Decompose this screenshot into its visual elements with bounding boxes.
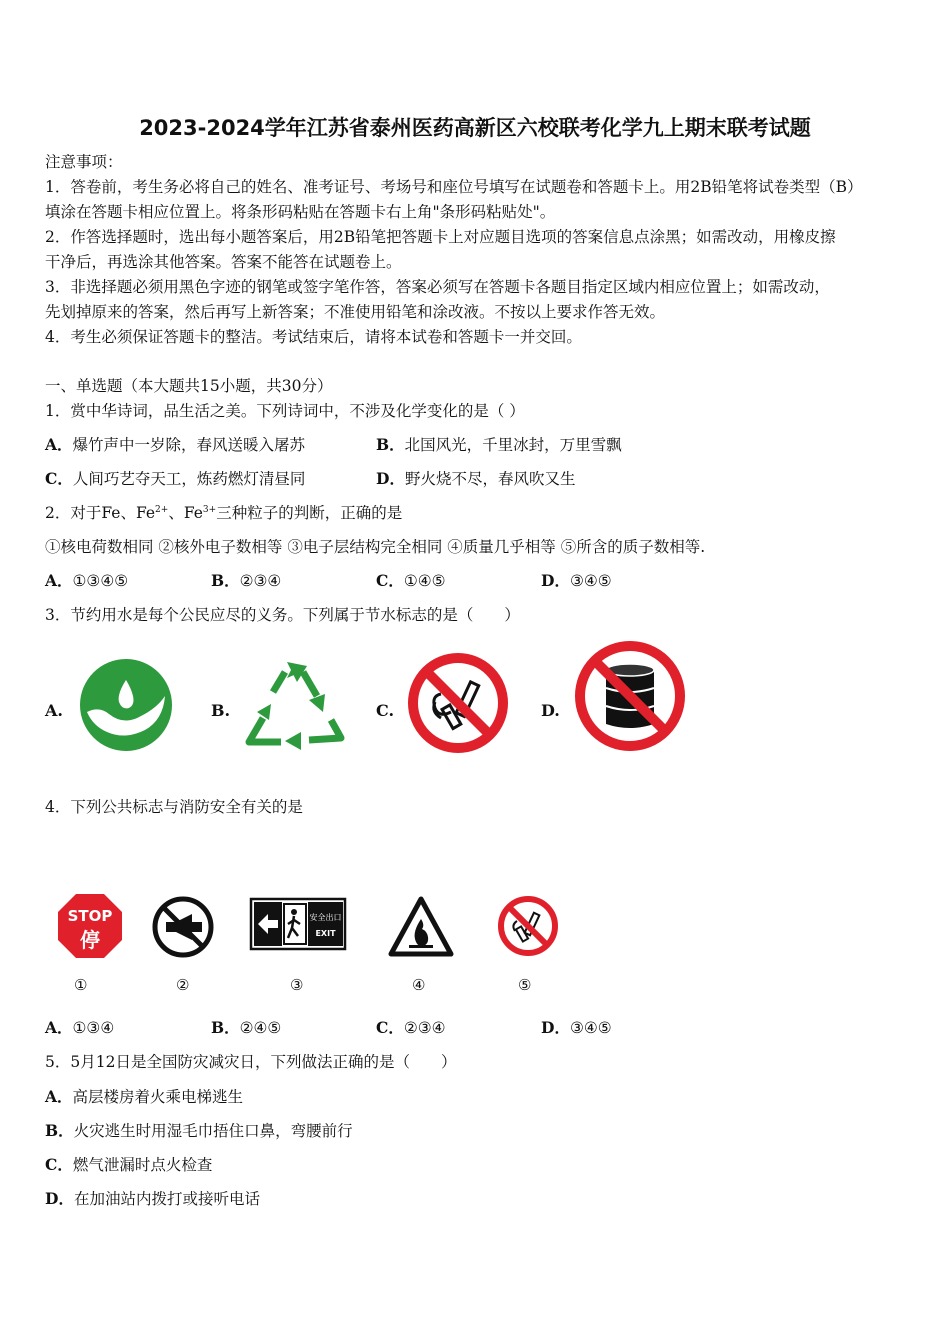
q3-option-b-label[interactable]: B. — [211, 701, 231, 720]
option-text: ②④⑤ — [239, 1019, 282, 1037]
q1-option-b[interactable] — [376, 435, 622, 455]
notice-line: 干净后，再选涂其他答案。答案不能答在试题卷上。 — [45, 253, 402, 271]
sign-number: ③ — [290, 976, 304, 994]
section-heading: 一、单选题（本大题共15小题，共30分） — [45, 377, 333, 395]
option-label: C． — [45, 469, 73, 488]
option-text: ①③④ — [72, 1019, 115, 1037]
question-5-stem: 5．5月12日是全国防灾减灾日，下列做法正确的是（ ） — [45, 1053, 457, 1071]
q2-option-b[interactable] — [211, 571, 281, 591]
option-text: 燃气泄漏时点火检查 — [72, 1156, 213, 1174]
q5-option-d[interactable] — [45, 1189, 260, 1209]
notice-line: 3．非选择题必须用黑色字迹的钢笔或签字笔作答，答案必须写在答题卡各题目指定区域内相应位置上；如需改动， — [45, 278, 830, 296]
stop-cn-text: 停 — [80, 928, 100, 952]
superscript: 2+ — [155, 505, 169, 515]
exit-en-text: EXIT — [315, 929, 336, 938]
superscript: 3+ — [202, 505, 217, 515]
page-title: 2023-2024学年江苏省泰州医药高新区六校联考化学九上期末联考试题 — [139, 116, 811, 140]
stop-sign-icon[interactable] — [57, 893, 123, 959]
q2-option-c[interactable] — [376, 571, 446, 591]
q2-option-a[interactable] — [45, 571, 128, 591]
option-label: A． — [45, 1018, 73, 1037]
q3-option-d-label[interactable]: D. — [541, 701, 560, 720]
option-text: 北国风光，千里冰封，万里雪飘 — [404, 436, 622, 454]
q1-option-d[interactable] — [376, 469, 575, 489]
option-text: ②③④ — [239, 572, 282, 590]
option-label: B． — [45, 1121, 74, 1140]
notice-heading: 注意事项： — [45, 153, 123, 171]
notice-line: 填涂在答题卡相应位置上。将条形码粘贴在答题卡右上角"条形码粘贴处"。 — [45, 203, 556, 221]
no-smoking-small-icon[interactable] — [497, 895, 559, 957]
option-text: ②③④ — [403, 1019, 446, 1037]
option-label: C． — [376, 1018, 404, 1037]
sign-number: ④ — [412, 976, 426, 994]
q4-option-a[interactable] — [45, 1018, 114, 1038]
option-label: D． — [376, 469, 405, 488]
stem-text: 三种粒子的判断，正确的是 — [216, 504, 403, 522]
notice-line: 4．考生必须保证答题卡的整洁。考试结束后，请将本试卷和答题卡一并交回。 — [45, 328, 582, 346]
q3-option-c-label[interactable]: C. — [376, 701, 395, 720]
option-text: 在加油站内拨打或接听电话 — [73, 1190, 260, 1208]
notice-line: 2．作答选择题时，选出每小题答案后，用2B铅笔把答题卡上对应题目选项的答案信息点涂黑；如需改动，用橡皮擦 — [45, 228, 836, 246]
question-1-stem: 1．赏中华诗词，品生活之美。下列诗词中，不涉及化学变化的是（ ） — [45, 402, 525, 420]
stem-text: 、Fe — [168, 504, 203, 522]
q2-option-d[interactable] — [541, 571, 612, 591]
option-text: ③④⑤ — [569, 1019, 612, 1037]
exit-cn-text: 安全出口 — [309, 913, 342, 922]
option-text: ③④⑤ — [569, 572, 612, 590]
flammable-warning-icon[interactable] — [389, 897, 453, 957]
option-text: ①③④⑤ — [72, 572, 129, 590]
question-3-stem: 3．节约用水是每个公民应尽的义务。下列属于节水标志的是（ ） — [45, 606, 520, 624]
option-label: D． — [541, 1018, 570, 1037]
option-label: D． — [541, 571, 570, 590]
option-text: 高层楼房着火乘电梯逃生 — [72, 1088, 244, 1106]
option-label: B． — [211, 571, 240, 590]
sign-number: ① — [74, 976, 88, 994]
option-text: 野火烧不尽，春风吹又生 — [404, 470, 576, 488]
q5-option-a[interactable] — [45, 1087, 243, 1107]
option-text: ①④⑤ — [403, 572, 446, 590]
emergency-exit-icon[interactable] — [250, 898, 346, 950]
q4-option-b[interactable] — [211, 1018, 281, 1038]
sign-number: ⑤ — [518, 976, 532, 994]
option-text: 爆竹声中一岁除，春风送暖入屠苏 — [72, 436, 306, 454]
option-label: B． — [211, 1018, 240, 1037]
no-honking-icon[interactable] — [152, 896, 214, 958]
q5-option-c[interactable] — [45, 1155, 212, 1175]
q1-option-a[interactable] — [45, 435, 305, 455]
q1-option-c[interactable] — [45, 469, 305, 489]
question-4-stem: 4．下列公共标志与消防安全有关的是 — [45, 798, 303, 816]
water-saving-icon[interactable] — [79, 658, 173, 752]
question-2-stem — [45, 503, 402, 523]
option-label: A． — [45, 1087, 73, 1106]
q4-option-c[interactable] — [376, 1018, 446, 1038]
q3-option-a-label[interactable]: A. — [45, 701, 63, 720]
option-text: 火灾逃生时用湿毛巾捂住口鼻，弯腰前行 — [73, 1122, 353, 1140]
option-label: C． — [45, 1155, 73, 1174]
recycle-icon[interactable] — [243, 658, 347, 752]
option-text: 人间巧艺夺天工，炼药燃灯清昼同 — [72, 470, 306, 488]
option-label: B． — [376, 435, 405, 454]
option-label: A． — [45, 571, 73, 590]
notice-line: 先划掉原来的答案，然后再写上新答案；不准使用铅笔和涂改液。不按以上要求作答无效。 — [45, 303, 666, 321]
option-label: A． — [45, 435, 73, 454]
stop-text: STOP — [67, 907, 113, 925]
question-2-items: ①核电荷数相同 ②核外电子数相等 ③电子层结构完全相同 ④质量几乎相等 ⑤所含的质子数相等. — [45, 538, 706, 556]
notice-line: 1．答卷前，考生务必将自己的姓名、准考证号、考场号和座位号填写在试题卷和答题卡上。用2B铅笔将试卷类型（B） — [45, 178, 863, 196]
option-label: C． — [376, 571, 404, 590]
option-label: D． — [45, 1189, 74, 1208]
q4-option-d[interactable] — [541, 1018, 612, 1038]
stem-text: 2．对于Fe、Fe — [45, 504, 156, 522]
no-smoking-icon[interactable] — [407, 652, 509, 754]
q5-option-b[interactable] — [45, 1121, 353, 1141]
no-oil-drum-icon[interactable] — [574, 640, 686, 752]
sign-number: ② — [176, 976, 190, 994]
